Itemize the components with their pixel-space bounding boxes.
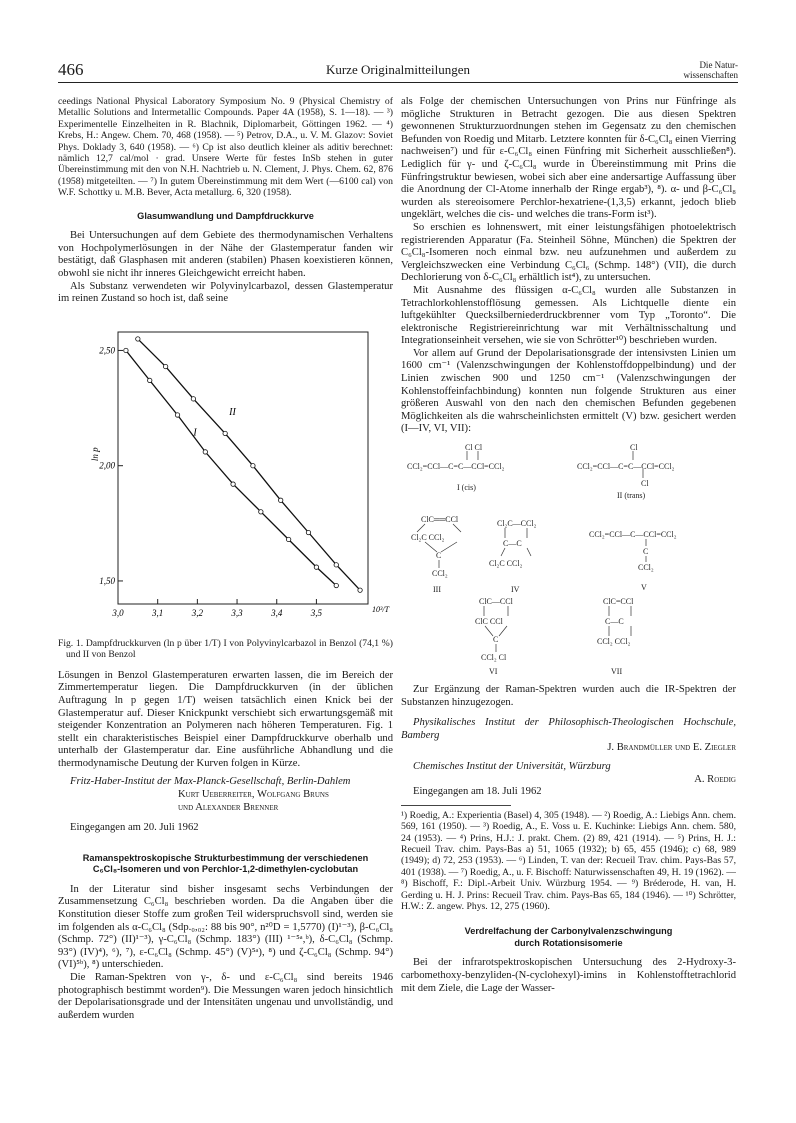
data-point-II <box>306 530 310 534</box>
struct-IV-mid: C—C <box>503 539 522 549</box>
x-axis-label: 10³/T <box>372 604 390 614</box>
data-point-II <box>278 498 282 502</box>
struct-I: CCl₂=CCl—C=C—CCl=CCl₂ <box>407 462 505 472</box>
struct-I-top: Cl Cl <box>465 443 483 453</box>
paragraph: So erschien es lohnenswert, mit einer leistungsfähigen photoelektrisch registrierenden Apparatur (Fa. Steinheil Söhne, München) die Spektren der C₆Cl₈-Isomeren noch einmal bzw. neu aufzunehmen und außerdem zu Vergleichszwecken eine Verbindung C₆Cl₆ (Schmp. 148°) (VII), die durch Dechlorierung von δ-C₆Cl₈ erhältlich ist⁴), zu untersuchen. <box>401 221 736 284</box>
title-line: C₆Cl₈-Isomeren und von Perchlor-1,2-dimethylen-cyclobutan <box>92 864 359 875</box>
title-line: Ramanspektroskopische Strukturbestimmung der verschiedenen <box>82 852 369 863</box>
paragraph: Bei Untersuchungen auf dem Gebiete des thermodynamischen Verhaltens von Hochpolymerlösungen in der Nähe der Glastemperatur fanden wir bestätigt, daß Glasphasen mit anderen (stabilen) Phasen koexistieren können, obwohl sie nicht ihr inneres Gleichgewicht erreicht haben. <box>58 230 393 279</box>
data-point-I <box>175 413 179 417</box>
vapor-pressure-chart <box>58 314 393 634</box>
x-tick-label: 3,5 <box>310 607 323 618</box>
data-point-II <box>163 364 167 368</box>
data-point-I <box>334 583 338 587</box>
struct-III-c: C <box>436 551 442 561</box>
x-tick-label: 3,3 <box>231 607 243 618</box>
struct-V-mid: C <box>643 547 649 557</box>
struct-II-bottom: Cl <box>641 479 649 489</box>
x-tick-label: 3,0 <box>112 607 124 618</box>
struct-II-top: Cl <box>630 443 638 453</box>
plot-frame <box>118 332 368 604</box>
struct-III-bottom: CCl₂ <box>432 569 448 579</box>
struct-II-label: II (trans) <box>617 491 646 501</box>
article-title-carbonyl <box>401 926 736 949</box>
y-tick-label: 1,50 <box>99 575 115 586</box>
journal-name <box>668 60 738 80</box>
paragraph: Lösungen in Benzol Glastemperaturen erwarten lassen, die im Bereich der Zimmertemperatur liegen. Die Dampfdruckkurven (in der üblichen Auftragung ln p gegen 1/T) weisen tatsächlich einen Knick bei der Glastemperatur auf. Dieser Knickpunkt verschiebt sich erwartungsgemäß mit steigender Konzentration an Polymeren nach höheren Temperaturen. Fig. 1 stellt ein charakteristisches Beispiel einer Dampfdruckkurve oberhalb und unterhalb der Glastemperatur dar. Eine ausführliche Abhandlung und die thermodynamische Deutung der Kurven folgen in Kürze. <box>58 669 393 769</box>
data-point-I <box>148 378 152 382</box>
x-tick-label: 3,4 <box>271 607 283 618</box>
institute: Fritz-Haber-Institut der Max-Planck-Gesellschaft, Berlin-Dahlem <box>70 776 351 788</box>
struct-VII-top: ClC=CCl <box>603 597 634 607</box>
data-point-II <box>223 431 227 435</box>
institute: Chemisches Institut der Universität, Würzburg <box>413 761 611 772</box>
article-title-glass: Glasumwandlung und Dampfdruckkurve <box>137 210 314 221</box>
data-point-II <box>136 336 140 340</box>
data-point-II <box>251 463 255 467</box>
footnote-rule <box>401 805 511 806</box>
page-header <box>58 60 738 83</box>
series-line-II <box>138 339 360 590</box>
article-title-raman <box>58 853 393 876</box>
authors: A. Roedig <box>694 773 736 785</box>
struct-II: CCl₂=CCl—C=C—CCl=CCl₂ <box>577 462 675 472</box>
y-tick-label: 2,50 <box>99 345 115 356</box>
figure-1 <box>58 314 393 634</box>
data-point-II <box>334 562 338 566</box>
title-line: Verdrelfachung der Carbonylvalenzschwingung <box>464 926 673 937</box>
paragraph: Vor allem auf Grund der Depolarisationsgrade der intensivsten Linien um 1600 cm⁻¹ (Valenzschwingungen der Kohlenstoffdoppelbindung) und der Linien zwischen 900 und 1250 cm⁻¹ (Valenzschwingungen der Kohlenstoffeinfachbindung) konnten nun folgende Strukturen aus einer größeren Auswahl von den nach den chemischen Befunden gegebenen Möglichkeiten als die wahrscheinlichsten ermittelt (V) bzw. gesichert werden (I—IV, VI, VII): <box>401 347 736 435</box>
struct-VI-mid: ClC CCl <box>475 617 503 627</box>
struct-I-label: I (cis) <box>457 483 476 493</box>
data-point-I <box>286 537 290 541</box>
struct-VI-c: C <box>493 635 499 645</box>
struct-IV-bottom: Cl₂C CCl₂ <box>489 559 523 569</box>
figure-caption: Fig. 1. Dampfdruckkurven (ln p über 1/T) I von Polyvinylcarbazol in Benzol (74,1 %) und II von Benzol <box>58 637 393 660</box>
struct-VI-label: VI <box>489 667 498 675</box>
series-label-I: I <box>193 427 197 439</box>
data-point-I <box>314 565 318 569</box>
authors: J. Brandmüller und E. Ziegler <box>607 742 736 754</box>
struct-III-label: III <box>433 585 441 595</box>
struct-VII-label: VII <box>611 667 623 675</box>
authors: und Alexander Brenner <box>178 801 279 813</box>
journal-name-line1: Die Natur- <box>699 60 738 70</box>
struct-III-top: ClC══CCl <box>421 515 459 525</box>
struct-VI-top: ClC—CCl <box>479 597 513 607</box>
left-column <box>58 96 393 1022</box>
institute: Physikalisches Institut der Philosophisch-Theologischen Hochschule, Bamberg <box>401 717 736 741</box>
struct-VI-bottom: CCl₂ Cl <box>481 653 507 663</box>
paragraph: Zur Ergänzung der Raman-Spektren wurden auch die IR-Spektren der Substanzen hinzugezogen. <box>401 684 736 708</box>
received-date: Eingegangen am 20. Juli 1962 <box>70 822 199 834</box>
y-tick-label: 2,00 <box>99 460 115 471</box>
struct-VII-bottom: CCl₂ CCl₂ <box>597 637 631 647</box>
data-point-I <box>231 482 235 486</box>
paragraph: Die Raman-Spektren von γ-, δ- und ε-C₆Cl₈ sind bereits 1946 photographisch bestimmt worden⁹). Die Messungen waren jedoch hinsichtlich der Depolarisationsgrade und der Intensitäten ungenau und unvollständig, und außerdem wurden <box>58 972 393 1021</box>
x-tick-label: 3,2 <box>191 607 203 618</box>
journal-name-line2: wissenschaften <box>683 70 738 80</box>
paragraph: Als Substanz verwendeten wir Polyvinylcarbazol, dessen Glastemperatur im reinen Zustand so hoch ist, daß seine <box>58 280 393 305</box>
struct-VII-mid: C—C <box>605 617 624 627</box>
series-label-II: II <box>229 406 236 418</box>
right-column <box>401 96 736 995</box>
structures-svg <box>401 442 736 674</box>
authors: Kurt Ueberreiter, Wolfgang Bruns <box>178 789 329 801</box>
series-line-I <box>126 350 336 585</box>
struct-V-bottom: CCl₂ <box>638 563 654 573</box>
paragraph: als Folge der chemischen Untersuchungen von Prins nur Fünfringe als mögliche Strukturen in Betracht gezogen. Die aus diesen Spektren gewonnenen Strukturzuordnungen stehen im Gegensatz zu den chemischen Befunden von Roedig und Mitarb. Letztere konnten für δ-C₆Cl₈ einen Vierring nachweisen⁷) und für ε-C₆Cl₈ einen Fünfring mit Sicherheit ausschließen⁸). Lediglich für γ- und ζ-C₆Cl₈ wurde in Übereinstimmung mit Prins die Fünfringstruktur bewiesen, wobei sich aber eine andersartige Auffassung über die Anordnung der Cl-Atome innerhalb der Ringe ergab³), ⁸). α- und β-C₆Cl₈ wurden als stereoisomere Perchlor-hexatriene-(1,3,5) erkannt, jedoch blieb ungeklärt, welches die cis- und welches die trans-Form ist³). <box>401 96 736 221</box>
data-point-II <box>358 588 362 592</box>
chemical-structures <box>401 442 736 674</box>
struct-IV-top: Cl₂C—CCl₂ <box>497 519 537 529</box>
page-number: 466 <box>58 60 84 79</box>
references-continued: ceedings National Physical Laboratory Symposium No. 9 (Physical Chemistry of Metallic Solutions and Intermetallic Compounds. Paper 4A (1958), S. 1—18). — ³) Experimentelle Einzelheiten in R. Blachnik, Diplomarbeit, Göttingen 1962. — ⁴) Krebs, H.: Angew. Chem. 70, 468 (1958). — ⁵) Petrov, D.A., u. V. M. Glazov: Soviet Phys. Doklady 3, 640 (1958). — ⁶) Cp ist also deutlich kleiner als aditiv berechnet: nämlich 12,7 cal/mol · grad. Unsere Werte für festes InSb stehen in guter Übereinstimmung mit den von N.H. Nachtrieb u. N. Clement, J. Phys. Chem. 62, 876 (1958) mitgeteilten. — ⁷) In gutem Übereinstimmung mit dem Wert (—6100 cal) von W.F. Schottky u. M.B. Bever, Acta metallurg. 6, 320 (1958). <box>58 96 393 199</box>
struct-IV-label: IV <box>511 585 520 595</box>
struct-III-mid: Cl₂C CCl₂ <box>411 533 445 543</box>
paragraph: In der Literatur sind bisher insgesamt sechs Verbindungen der Zusammensetzung C₆Cl₈ beschrieben worden. Da die Angaben über die Konstitution dieser Stoffe zum großen Teil widerspruchsvoll sind, werden sie im folgenden als α-C₆Cl₈ (Sdp.₀,₀₂: 88 bis 90°, n²⁰D = 1,5770) (I)¹⁻³), β-C₆Cl₈ (Schmp. 72°) (II)¹⁻³), γ-C₆Cl₈ (Schmp. 183°) (III) ¹⁻⁵ᵃ,ᵇ), δ-C₆Cl₈ (Schmp. 93°) (IV)⁴), ⁶), ⁷), ε-C₆Cl₈ (Schmp. 45°) (V)⁵ᵃ), ⁸) und ζ-C₆Cl₈ (Schmp. 94°) (VI)⁵ᵇ), ⁸) unterschieden. <box>58 883 393 971</box>
struct-V-label: V <box>641 583 647 593</box>
y-axis-label: ln p <box>90 447 100 461</box>
data-point-II <box>191 396 195 400</box>
received-date: Eingegangen am 18. Juli 1962 <box>413 786 542 798</box>
data-point-I <box>203 449 207 453</box>
paragraph: Mit Ausnahme des flüssigen α-C₆Cl₈ wurden alle Substanzen in Tetrachlorkohlenstofflösung gemessen. Als Lichtquelle diente ein luftgekühlter Quecksilberniederdruckbrenner vom Typ „Toronto“. Die elektronische Registriereinrichtung war mit Verhältnisschaltung und Integrationseinheit versehen, wie sie von Schrötter¹⁰) beschrieben wurden. <box>401 284 736 347</box>
title-line: durch Rotationsisomerie <box>514 937 623 948</box>
paragraph: Bei der infrarotspektroskopischen Untersuchung des 2-Hydroxy-3-carbomethoxy-benzyliden-(N-cyclohexyl)-imins in Kohlenstofftetrachlorid mit dem Ziele, die Lage der Wasser- <box>401 957 736 994</box>
data-point-I <box>259 509 263 513</box>
data-point-I <box>124 348 128 352</box>
x-tick-label: 3,1 <box>152 607 164 618</box>
struct-V: CCl₂=CCl—C—CCl=CCl₂ <box>589 530 677 540</box>
references: ¹) Roedig, A.: Experientia (Basel) 4, 305 (1948). — ²) Roedig, A.: Liebigs Ann. chem. 569, 161 (1950). — ³) Roedig, A., E. Voss u. E. Kuchinke: Liebigs Ann. chem. 580, 24 (1953). — ⁴) Prins, H.J.: J. prakt. Chem. (2) 89, 421 (1914). — ⁵) Prins, H. J.: Recueil Trav. chim. Pays-Bas a) 51, 1065 (1932); b) 65, 455 (1946); c) 68, 989 (1949); d) 72, 253 (1953). — ⁶) Linden, T. van der: Recueil Trav. chim. Pays-Bas 57, 401 (1938). — ⁷) Roedig, A., u. F. Bischoff: Naturwissenschaften 49, H. 19 (1962). — ⁸) Bischoff, F.: Dipl.-Arbeit Univ. Würzburg 1954. — ⁹) Bréderode, H. van, H. Gerding u. H. J. Prins: Recueil Trav. chim. Pays-Bas 65, 184 (1946). — ¹⁰) Schrötter, H.W.: Z. angew. Phys. 12, 275 (1960). <box>401 809 736 913</box>
section-title: Kurze Originalmitteilungen <box>325 62 471 77</box>
